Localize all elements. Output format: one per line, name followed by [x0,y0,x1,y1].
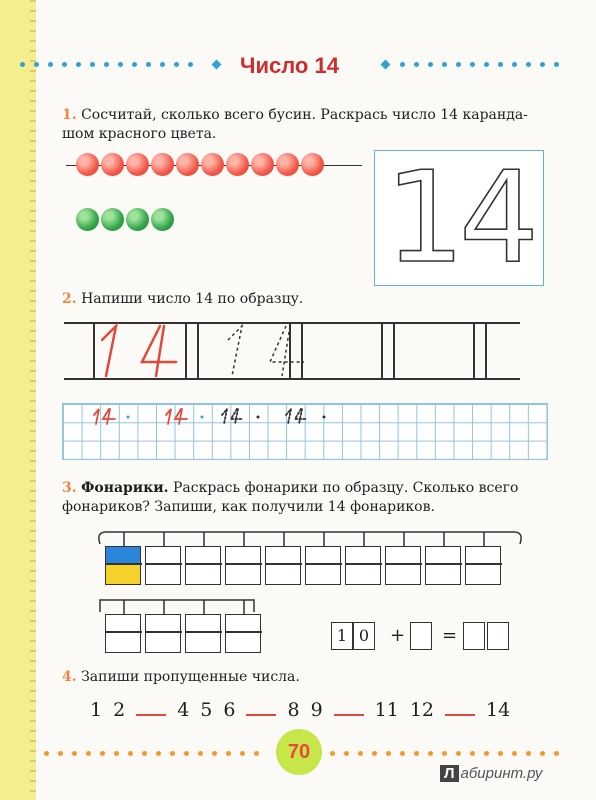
sequence-number: 1 [90,699,103,721]
lantern[interactable] [425,546,461,585]
red-bead [101,153,124,176]
title-diamond-right [381,60,391,70]
sequence-number: 5 [200,699,213,721]
red-beads-row [76,153,324,176]
lantern[interactable] [345,546,381,585]
answer-box-addend[interactable] [410,622,432,650]
answer-box-tens[interactable]: 1 [331,622,353,650]
footer-dots-right [330,748,559,758]
lantern-string-bottom [94,592,274,616]
lantern[interactable] [305,546,341,585]
green-bead [151,208,174,231]
lantern[interactable] [185,546,221,585]
lantern[interactable] [145,614,181,653]
red-bead [201,153,224,176]
lantern[interactable] [225,614,261,653]
title-dots-left [20,59,193,69]
sequence-number: 11 [374,699,399,721]
sequence-number: 12 [409,699,435,721]
red-bead [251,153,274,176]
lantern[interactable] [145,546,181,585]
lantern[interactable] [105,614,141,653]
red-bead [301,153,324,176]
green-bead [101,208,124,231]
missing-number-blank[interactable] [136,700,166,716]
green-bead [126,208,149,231]
lantern[interactable] [105,546,141,585]
missing-number-blank[interactable] [445,700,475,716]
missing-number-blank[interactable] [334,700,364,716]
watermark-logo: Л абиринт.ру [440,765,542,782]
plus-sign: + [390,625,406,646]
title-diamond-left [212,60,222,70]
lantern[interactable] [265,546,301,585]
red-bead [276,153,299,176]
sequence-number: 6 [223,699,236,721]
sequence-number: 9 [310,699,323,721]
red-bead [76,153,99,176]
task2-text: 2. Напиши число 14 по образцу. [62,291,304,307]
red-bead [151,153,174,176]
answer-box-sum-tens[interactable] [463,622,485,650]
lantern-string-top [94,524,534,548]
lantern[interactable] [385,546,421,585]
title-dots-right [400,59,559,69]
number-sequence [90,699,521,721]
lantern[interactable] [185,614,221,653]
task4-text: 4. Запиши пропущенные числа. [62,669,300,685]
task3-text: 3. Фонарики. Раскрась фонарики по образцу. Сколько всего фонариков? Запиши, как получили 14 фонариков. [62,480,519,515]
page-title: Число 14 [240,53,339,78]
answer-box-sum-ones[interactable] [487,622,509,650]
page-number: 70 [276,729,322,775]
lantern[interactable] [465,546,501,585]
outline-number-14: 14 [384,144,534,291]
lantern[interactable] [225,546,261,585]
sequence-number: 4 [177,699,190,721]
writing-frames [64,318,524,384]
missing-number-blank[interactable] [246,700,276,716]
answer-box-ones[interactable]: 0 [353,622,375,650]
green-beads-row [76,208,174,231]
sequence-number: 2 [113,699,126,721]
task1-text: 1. Сосчитай, сколько всего бусин. Раскрась число 14 каранда- шом красного цвета. [62,107,528,142]
grid-sample-digits [62,403,362,429]
sequence-number: 8 [287,699,300,721]
outline-number-box[interactable] [374,144,544,291]
red-bead [126,153,149,176]
red-bead [176,153,199,176]
footer-dots-left [44,748,259,758]
equals-sign: = [442,625,458,646]
red-bead [226,153,249,176]
green-bead [76,208,99,231]
yellow-margin-band [0,0,36,800]
sequence-number: 14 [486,699,511,721]
